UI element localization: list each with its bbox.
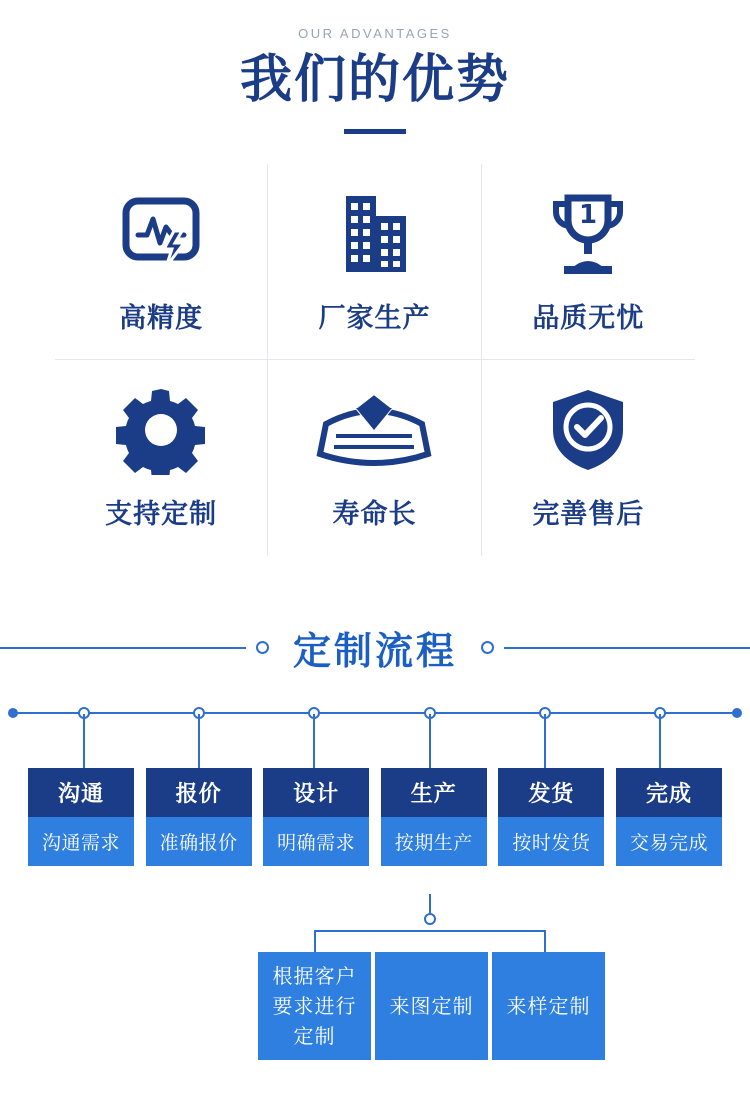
branch-box: 来图定制 (375, 952, 488, 1060)
flow-stem (544, 714, 546, 768)
svg-text:1: 1 (579, 199, 598, 230)
monitor-pulse-icon (118, 188, 204, 280)
advantage-label: 寿命长 (332, 499, 417, 531)
flow-rule-right (504, 647, 750, 649)
advantage-label: 高精度 (119, 302, 204, 334)
decor-dot-icon (256, 641, 269, 654)
title-underline (344, 129, 406, 134)
shield-check-icon (545, 384, 631, 476)
advantages-section (0, 0, 750, 556)
flow-step-title: 沟通 (28, 768, 134, 817)
branch-horizontal-line (314, 930, 546, 932)
advantage-item (482, 360, 695, 556)
branch-boxes (258, 952, 609, 1060)
branch-box: 根据客户要求进行定制 (258, 952, 371, 1060)
advantage-item (268, 164, 481, 360)
flow-stem (313, 714, 315, 768)
factory-building-icon (328, 188, 420, 280)
flow-title: 定制流程 (293, 629, 458, 674)
flow-step-title: 完成 (616, 768, 722, 817)
advantage-item (268, 360, 481, 556)
trophy-icon (542, 188, 634, 280)
flow-step (381, 768, 487, 866)
flow-step-desc: 按时发货 (498, 817, 604, 866)
flow-step-title: 生产 (381, 768, 487, 817)
advantage-item (482, 164, 695, 360)
advantage-label: 支持定制 (105, 499, 218, 531)
flow-steps (28, 768, 722, 866)
branch-node-dot-icon (424, 913, 436, 925)
flow-stem (198, 714, 200, 768)
branch-box: 来样定制 (492, 952, 605, 1060)
branch-drop-line (314, 930, 316, 952)
flow-section (0, 618, 750, 1072)
decor-dot-icon (481, 641, 494, 654)
flow-diagram (0, 712, 750, 1072)
rail-cap-right-icon (732, 708, 742, 718)
gear-icon (116, 384, 206, 476)
advantages-eyebrow: OUR ADVANTAGES (298, 26, 452, 41)
flow-rule-left (0, 647, 246, 649)
advantage-item (55, 164, 268, 360)
flow-step-title: 报价 (146, 768, 252, 817)
flow-step (146, 768, 252, 866)
advantage-item (55, 360, 268, 556)
flow-header (0, 618, 750, 678)
branch-drop-line (544, 930, 546, 952)
advantage-label: 品质无忧 (532, 302, 645, 334)
flow-stem (429, 714, 431, 768)
flow-step (616, 768, 722, 866)
advantage-label: 厂家生产 (318, 302, 431, 334)
diamond-icon (314, 384, 434, 476)
flow-step (498, 768, 604, 866)
flow-step-title: 发货 (498, 768, 604, 817)
flow-stem (83, 714, 85, 768)
flow-step-title: 设计 (263, 768, 369, 817)
flow-step (263, 768, 369, 866)
flow-step-desc: 按期生产 (381, 817, 487, 866)
advantages-title: 我们的优势 (239, 50, 510, 110)
flow-step-desc: 准确报价 (146, 817, 252, 866)
rail-cap-left-icon (8, 708, 18, 718)
flow-step (28, 768, 134, 866)
advantages-grid (55, 164, 695, 556)
flow-step-desc: 沟通需求 (28, 817, 134, 866)
flow-rail (16, 712, 734, 714)
flow-step-desc: 明确需求 (263, 817, 369, 866)
flow-branch (0, 894, 750, 1074)
advantage-label: 完善售后 (532, 499, 645, 531)
flow-stem (659, 714, 661, 768)
flow-step-desc: 交易完成 (616, 817, 722, 866)
